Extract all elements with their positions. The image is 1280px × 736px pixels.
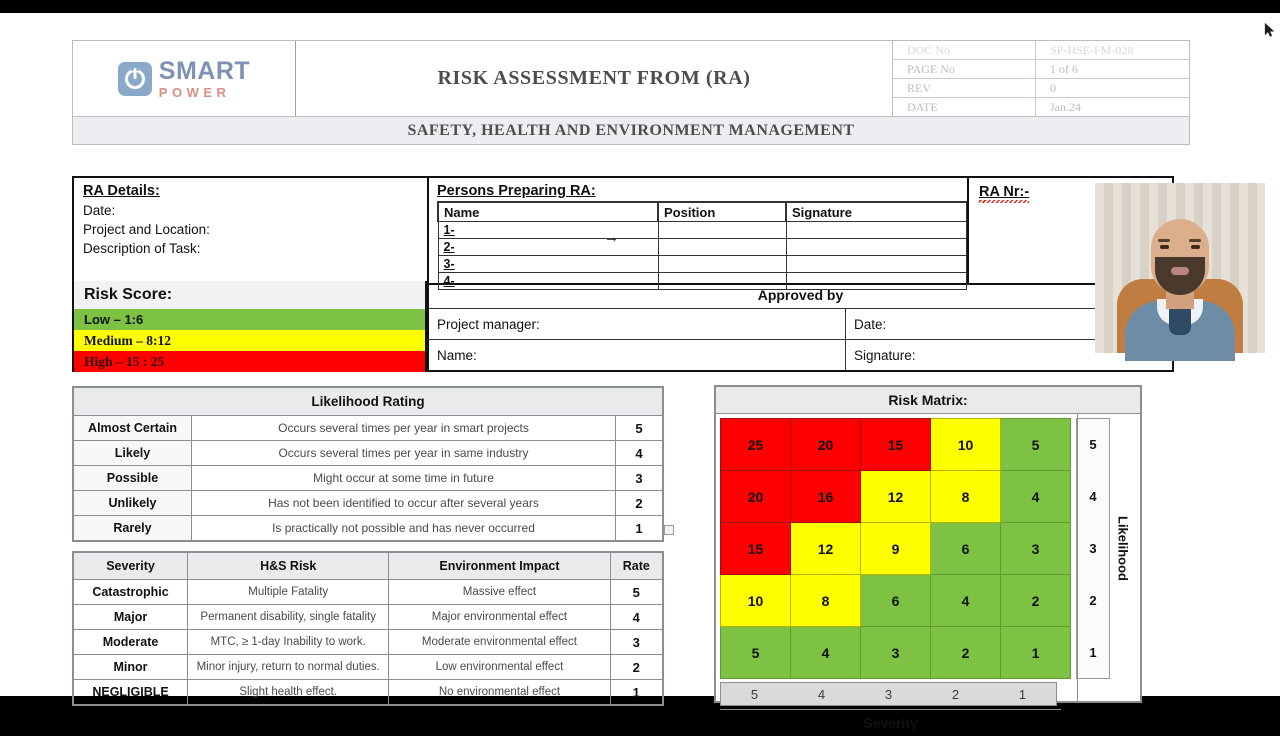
matrix-cell: 5 <box>721 627 791 679</box>
likelihood-axis-label: Likelihood <box>1115 516 1131 581</box>
risk-band-high: High – 15 : 25 <box>72 351 427 372</box>
matrix-cell: 3 <box>861 627 931 679</box>
severity-rate: 3 <box>610 630 663 655</box>
severity-label: Moderate <box>73 630 188 655</box>
table-header-row <box>73 552 663 580</box>
persons-preparing-cell <box>429 178 969 288</box>
likelihood-tick: 1 <box>1089 644 1097 660</box>
meta-row-rev <box>893 79 1189 98</box>
document-meta-table <box>892 41 1189 116</box>
meta-value: SP-HSE-FM-028 <box>1050 42 1134 57</box>
cell-position[interactable] <box>658 222 786 239</box>
matrix-cell: 20 <box>721 471 791 523</box>
logo-brand-top: SMART <box>158 56 251 85</box>
column-header-position: Position <box>658 202 786 222</box>
approved-by-block <box>427 281 1174 372</box>
table-row <box>73 630 663 655</box>
cell-signature[interactable] <box>786 256 967 273</box>
likelihood-rate: 1 <box>616 516 664 542</box>
likelihood-rate: 4 <box>616 441 664 466</box>
page-title: RISK ASSESSMENT FROM (RA) <box>437 67 751 89</box>
severity-environment: Major environmental effect <box>389 605 610 630</box>
matrix-cell: 4 <box>791 627 861 679</box>
severity-label: Minor <box>73 655 188 680</box>
cell-position[interactable] <box>658 256 786 273</box>
meta-value: 0 <box>1050 80 1056 95</box>
matrix-row <box>721 419 1071 471</box>
table-row <box>73 605 663 630</box>
matrix-cell: 25 <box>721 419 791 471</box>
matrix-cell: 12 <box>861 471 931 523</box>
persons-preparing-table <box>437 201 967 290</box>
matrix-cell: 6 <box>861 575 931 627</box>
approved-row <box>427 309 1172 340</box>
severity-tick: 3 <box>884 686 893 702</box>
severity-hs-risk: Permanent disability, single fatality <box>188 605 389 630</box>
risk-matrix-panel <box>714 385 1142 731</box>
matrix-row <box>721 471 1071 523</box>
severity-environment: Massive effect <box>389 580 610 605</box>
matrix-cell: 10 <box>931 419 1001 471</box>
likelihood-description: Occurs several times per year in smart projects <box>192 416 616 441</box>
cursor-arrow-name-cell: → <box>604 229 619 246</box>
mouse-cursor-icon <box>1264 23 1276 37</box>
table-row <box>73 655 663 680</box>
severity-tick: 4 <box>817 686 826 702</box>
severity-hs-risk: MTC, ≥ 1-day Inability to work. <box>188 630 389 655</box>
selection-handle[interactable] <box>664 525 674 535</box>
likelihood-description: Might occur at some time in future <box>192 466 616 491</box>
column-header-severity: Severity <box>73 552 188 580</box>
matrix-cell: 10 <box>721 575 791 627</box>
matrix-cell: 20 <box>791 419 861 471</box>
meta-key: PAGE No <box>893 60 1036 78</box>
approved-row <box>427 340 1172 372</box>
ra-field-project-location[interactable]: Project and Location: <box>83 222 210 237</box>
approved-field-signature[interactable]: Signature: <box>845 340 1172 370</box>
approved-field-date[interactable]: Date: <box>845 309 1172 339</box>
row-index: 1- <box>438 222 658 239</box>
ra-field-description-task[interactable]: Description of Task: <box>83 241 201 256</box>
approved-field-project-manager[interactable]: Project manager: <box>427 309 845 339</box>
severity-environment: Low environmental effect <box>389 655 610 680</box>
ra-nr-heading: RA Nr:- <box>979 184 1030 200</box>
severity-hs-risk: Minor injury, return to normal duties. <box>188 655 389 680</box>
severity-label: Major <box>73 605 188 630</box>
column-header-hs-risk: H&S Risk <box>188 552 389 580</box>
severity-tick: 2 <box>951 686 960 702</box>
severity-tick: 1 <box>1018 686 1027 702</box>
cell-signature[interactable] <box>786 222 967 239</box>
table-row[interactable] <box>438 256 967 273</box>
likelihood-tick: 4 <box>1089 489 1097 505</box>
likelihood-table-title: Likelihood Rating <box>73 387 663 416</box>
document-canvas[interactable] <box>0 13 1280 731</box>
matrix-cell: 8 <box>931 471 1001 523</box>
cell-signature[interactable] <box>786 239 967 256</box>
likelihood-description: Occurs several times per year in same industry <box>192 441 616 466</box>
likelihood-rate: 3 <box>616 466 664 491</box>
table-row <box>73 680 663 706</box>
meta-value: Jan.24 <box>1050 99 1081 114</box>
likelihood-rate: 2 <box>616 491 664 516</box>
meta-row-doc-no <box>893 41 1189 60</box>
likelihood-tick: 5 <box>1089 437 1097 453</box>
matrix-cell: 3 <box>1001 523 1071 575</box>
meta-key: DATE <box>893 98 1036 116</box>
logo-brand-bottom: POWER <box>158 84 231 100</box>
likelihood-rating-table <box>72 386 664 542</box>
likelihood-tick: 3 <box>1089 540 1097 556</box>
matrix-cell: 2 <box>1001 575 1071 627</box>
table-row[interactable] <box>438 222 967 239</box>
row-index: 4- <box>438 273 658 290</box>
department-banner: SAFETY, HEALTH AND ENVIRONMENT MANAGEMENT <box>72 116 1190 145</box>
matrix-cell: 15 <box>861 419 931 471</box>
meta-value: 1 of 6 <box>1050 61 1078 76</box>
table-row <box>73 441 663 466</box>
likelihood-label: Unlikely <box>73 491 192 516</box>
severity-axis-label: Severity <box>720 709 1061 736</box>
risk-score-block <box>72 281 427 372</box>
likelihood-tick: 2 <box>1089 592 1097 608</box>
table-row <box>73 580 663 605</box>
matrix-cell: 4 <box>1001 471 1071 523</box>
severity-tick-labels <box>720 682 1057 706</box>
persons-preparing-heading: Persons Preparing RA: <box>437 183 596 199</box>
severity-rate: 2 <box>610 655 663 680</box>
table-row <box>73 416 663 441</box>
likelihood-label: Almost Certain <box>73 416 192 441</box>
logo-cell <box>73 41 296 116</box>
document-header <box>72 40 1190 145</box>
severity-environment: Moderate environmental effect <box>389 630 610 655</box>
column-header-name: Name <box>438 202 658 222</box>
matrix-row <box>721 627 1071 679</box>
matrix-cell: 16 <box>791 471 861 523</box>
ra-details-cell[interactable] <box>74 178 429 283</box>
power-button-icon <box>118 62 152 96</box>
severity-hs-risk: Slight health effect. <box>188 680 389 706</box>
severity-environment: No environmental effect <box>389 680 610 706</box>
likelihood-label: Possible <box>73 466 192 491</box>
table-header-row <box>438 202 967 222</box>
row-index: 3- <box>438 256 658 273</box>
ra-field-date[interactable]: Date: <box>83 203 116 218</box>
likelihood-rate: 5 <box>616 416 664 441</box>
ra-details-heading: RA Details: <box>83 183 160 199</box>
risk-matrix-grid <box>720 418 1071 679</box>
table-row <box>73 466 663 491</box>
risk-score-title: Risk Score: <box>72 281 427 309</box>
column-header-rate: Rate <box>610 552 663 580</box>
matrix-cell: 8 <box>791 575 861 627</box>
meta-key: REV <box>893 79 1036 97</box>
matrix-cell: 5 <box>1001 419 1071 471</box>
risk-matrix-title: Risk Matrix: <box>716 387 1140 414</box>
table-row <box>73 491 663 516</box>
severity-rate: 4 <box>610 605 663 630</box>
presenter-webcam-overlay <box>1095 183 1265 353</box>
likelihood-description: Is practically not possible and has never occurred <box>192 516 616 542</box>
approved-by-title: Approved by <box>427 281 1172 309</box>
likelihood-label: Likely <box>73 441 192 466</box>
row-index: 2- <box>438 239 658 256</box>
severity-label: NEGLIGIBLE <box>73 680 188 706</box>
matrix-cell: 15 <box>721 523 791 575</box>
severity-rate: 5 <box>610 580 663 605</box>
cell-position[interactable] <box>658 239 786 256</box>
matrix-cell: 2 <box>931 627 1001 679</box>
likelihood-label: Rarely <box>73 516 192 542</box>
matrix-row <box>721 523 1071 575</box>
matrix-cell: 1 <box>1001 627 1071 679</box>
table-row <box>73 516 663 542</box>
matrix-row <box>721 575 1071 627</box>
severity-tick: 5 <box>750 686 759 702</box>
meta-row-date <box>893 98 1189 116</box>
severity-hs-risk: Multiple Fatality <box>188 580 389 605</box>
risk-band-medium: Medium – 8:12 <box>72 330 427 351</box>
table-row[interactable] <box>438 239 967 256</box>
severity-label: Catastrophic <box>73 580 188 605</box>
risk-band-low: Low – 1:6 <box>72 309 427 330</box>
risk-score-approved-row <box>72 281 1174 372</box>
matrix-cell: 4 <box>931 575 1001 627</box>
matrix-cell: 12 <box>791 523 861 575</box>
approved-field-name[interactable]: Name: <box>427 340 845 370</box>
severity-table <box>72 551 664 706</box>
severity-rate: 1 <box>610 680 663 706</box>
meta-row-page-no <box>893 60 1189 79</box>
likelihood-description: Has not been identified to occur after several years <box>192 491 616 516</box>
ra-details-top-row <box>74 178 1172 288</box>
smart-power-logo <box>118 56 251 100</box>
risk-matrix-side-panel <box>1077 413 1140 701</box>
column-header-signature: Signature <box>786 202 967 222</box>
matrix-cell: 6 <box>931 523 1001 575</box>
meta-key: DOC No <box>893 41 1036 59</box>
header-top-row <box>72 40 1190 116</box>
column-header-environment: Environment Impact <box>389 552 610 580</box>
matrix-cell: 9 <box>861 523 931 575</box>
